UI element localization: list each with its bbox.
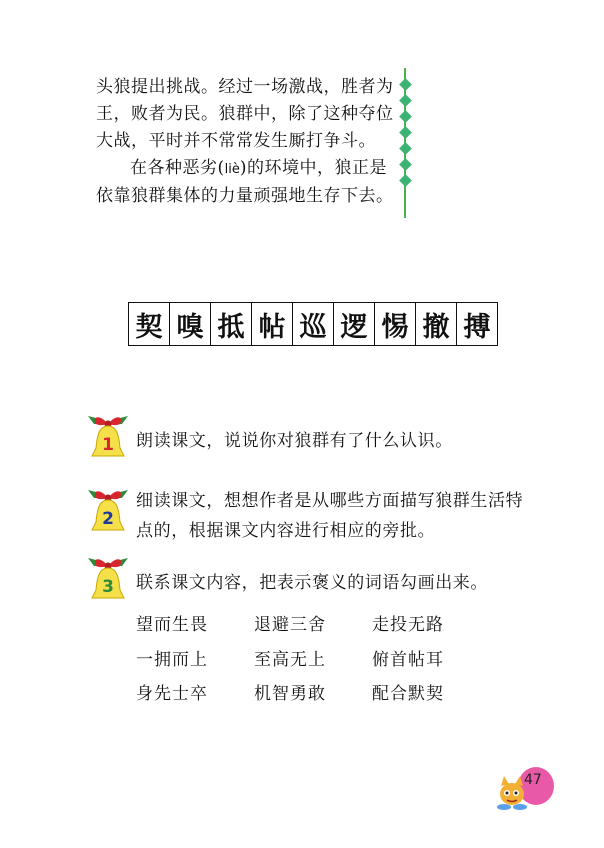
character-box: 巡 <box>293 303 334 345</box>
diamond-icon <box>399 94 412 107</box>
exercise-text-line: 点的，根据课文内容进行相应的旁批。 <box>136 521 436 541</box>
word-item: 俯首帖耳 <box>372 650 444 670</box>
passage-line: 王，败者为民。狼群中，除了这种夺位 <box>96 104 394 124</box>
word-item: 一拥而上 <box>136 650 208 670</box>
word-item: 走投无路 <box>372 615 444 635</box>
word-item: 至高无上 <box>254 650 326 670</box>
exercise-2 <box>136 486 523 546</box>
exercise-text-line: 朗读课文，说说你对狼群有了什么认识。 <box>136 431 453 451</box>
word-item: 身先士卒 <box>136 684 208 704</box>
bell-icon <box>86 554 130 608</box>
exercise-3 <box>136 568 488 598</box>
passage-text: 在各种恶劣( <box>130 158 225 178</box>
character-box: 逻 <box>334 303 375 345</box>
diamond-icon <box>399 110 412 123</box>
page-number: 47 <box>524 772 542 788</box>
word-item: 机智勇敢 <box>254 684 326 704</box>
passage-text: )的环境中，狼正是 <box>239 158 388 178</box>
diamond-icon <box>399 142 412 155</box>
character-box: 搏 <box>463 311 491 343</box>
word-item: 配合默契 <box>372 684 444 704</box>
exercise-text-line: 细读课文，想想作者是从哪些方面描写狼群生活特 <box>136 491 524 511</box>
new-characters-grid <box>128 302 498 346</box>
exercise-number: 3 <box>102 577 114 597</box>
diamond-icon <box>399 78 412 91</box>
pinyin-annotation: liè <box>224 162 240 177</box>
character-box: 嗅 <box>170 303 211 345</box>
bell-icon <box>86 412 130 466</box>
exercise-1 <box>136 426 453 456</box>
passage <box>96 74 396 210</box>
character-box: 契 <box>129 303 170 345</box>
passage-line: 依靠狼群集体的力量顽强地生存下去。 <box>96 186 394 206</box>
character-box: 帖 <box>252 303 293 345</box>
diamond-icon <box>399 158 412 171</box>
character-box: 惕 <box>375 303 416 345</box>
bell-icon <box>86 486 130 540</box>
passage-paragraph-2 <box>96 155 396 183</box>
exercise-number: 2 <box>102 509 114 529</box>
diamond-icon <box>399 174 412 187</box>
exercise-text-line: 联系课文内容，把表示褒义的词语勾画出来。 <box>136 573 488 593</box>
passage-line: 头狼提出挑战。经过一场激战，胜者为 <box>96 77 394 97</box>
word-item: 望而生畏 <box>136 615 208 635</box>
diamond-icon <box>399 126 412 139</box>
exercise-number: 1 <box>102 435 114 455</box>
character-box: 抵 <box>211 303 252 345</box>
word-item: 退避三舍 <box>254 615 326 635</box>
character-box: 撤 <box>416 303 457 345</box>
passage-line: 大战，平时并不常常发生厮打争斗。 <box>96 131 376 151</box>
